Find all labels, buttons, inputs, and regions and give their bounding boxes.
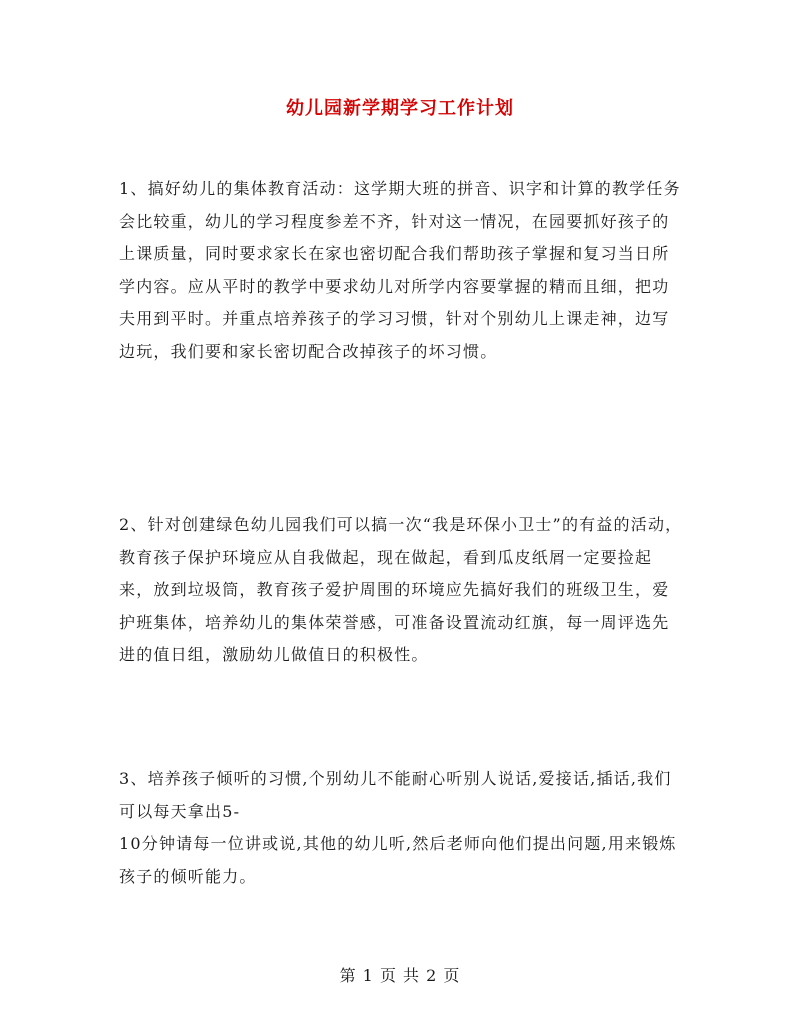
paragraph-3-line-1: 3、培养孩子倾听的习惯,个别幼儿不能耐心听别人说话,爱接话,插话,我们可以每天拿出5-	[119, 769, 672, 821]
document-title: 幼儿园新学期学习工作计划	[286, 98, 514, 119]
paragraph-1: 1、搞好幼儿的集体教育活动：这学期大班的拼音、识字和计算的教学任务会比较重，幼儿的学习程度参差不齐，针对这一情况，在园要抓好孩子的上课质量，同时要求家长在家也密切配合我们帮助孩子掌握和复习当日所学内容。应从平时的教学中要求幼儿对所学内容要掌握的精而且细，把功夫用到平时。并重点培养孩子的学习习惯，针对个别幼儿上课走神，边写边玩，我们要和家长密切配合改掉孩子的坏习惯。	[119, 179, 681, 361]
paragraph-3	[119, 763, 684, 893]
paragraph-3-line-2: 10分钟请每一位讲或说,其他的幼儿听,然后老师向他们提出问题,用来锻炼孩子的倾听能力。	[119, 834, 677, 886]
page-footer: 第 1 页 共 2 页	[339, 966, 461, 985]
paragraph-2: 2、针对创建绿色幼儿园我们可以搞一次“我是环保小卫士”的有益的活动，教育孩子保护环境应从自我做起，现在做起，看到瓜皮纸屑一定要捡起来，放到垃圾筒，教育孩子爱护周围的环境应先搞好我们的班级卫生，爱护班集体，培养幼儿的集体荣誉感，可准备设置流动红旗，每一周评选先进的值日组，激励幼儿做值日的积极性。	[119, 515, 683, 664]
